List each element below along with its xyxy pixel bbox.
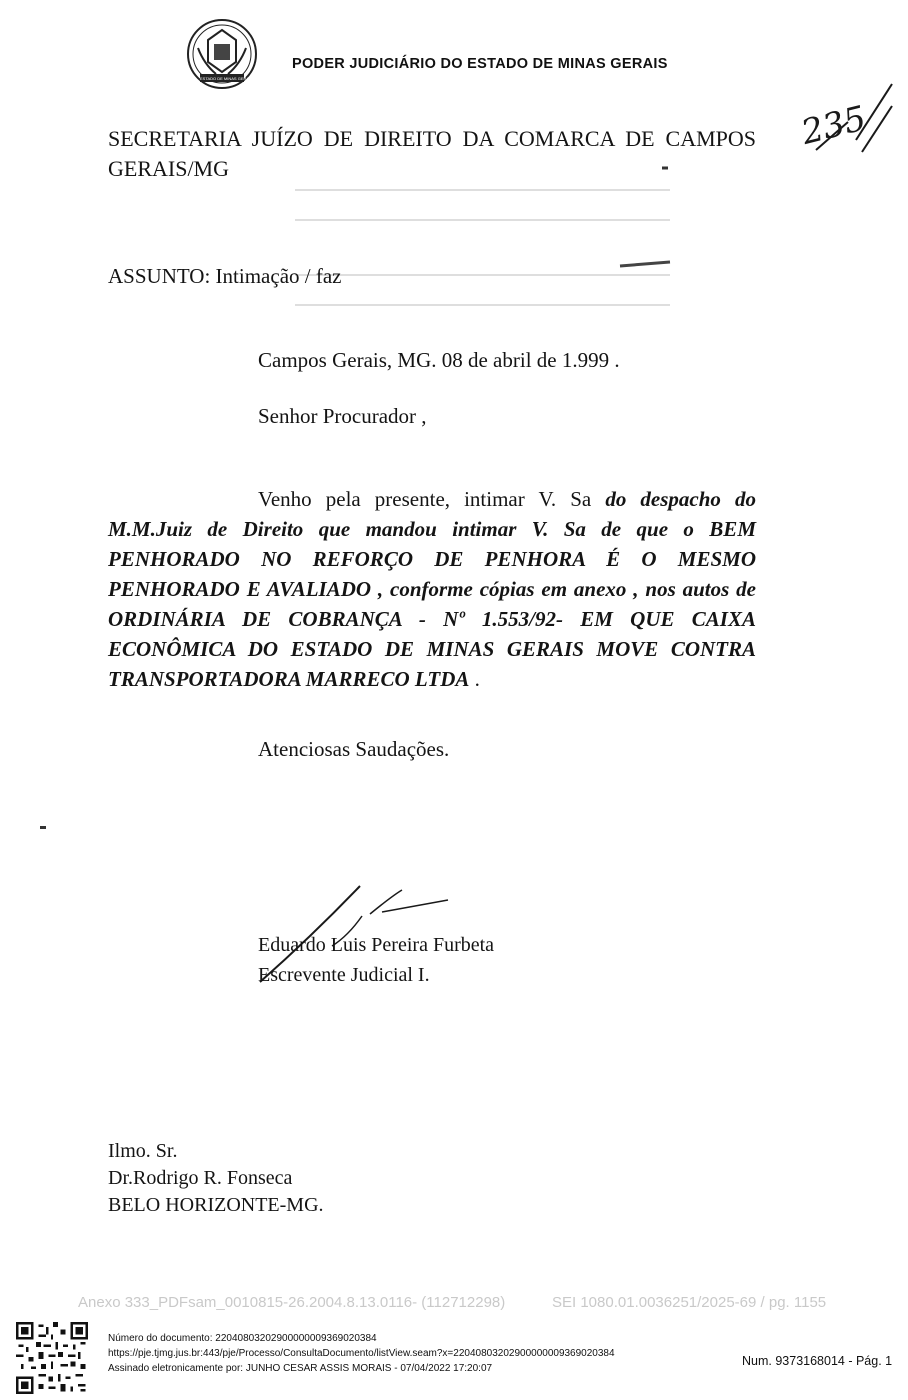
margin-mark [40, 826, 46, 829]
electronic-signature-footer [108, 1331, 615, 1376]
handwritten-page-number-text: 235 [797, 98, 871, 153]
body-plain-text: Venho pela presente, intimar V. Sa [258, 487, 606, 511]
signed-by: Assinado eletronicamente por: JUNHO CESAR ASSIS MORAIS - 07/04/2022 17:20:07 [108, 1363, 493, 1374]
date-line: Campos Gerais, MG. 08 de abril de 1.999 . [258, 348, 620, 372]
recipient-block [108, 1138, 324, 1219]
qr-code-icon [16, 1322, 88, 1394]
sei-stamp: SEI 1080.01.0036251/2025-69 / pg. 1155 [552, 1294, 827, 1311]
signer-role: Escrevente Judicial I. [258, 964, 430, 986]
document-number: Número do documento: 22040803202900000009369020384 [108, 1333, 377, 1344]
secretaria-heading: SECRETARIA JUÍZO DE DIREITO DA COMARCA DE CAMPOS GERAIS/MG [108, 126, 756, 181]
closing: Atenciosas Saudações. [258, 737, 450, 761]
recipient-name: Dr.Rodrigo R. Fonseca [108, 1167, 293, 1189]
body-paragraph [108, 484, 756, 694]
page-number: Num. 9373168014 - Pág. 1 [742, 1354, 893, 1368]
handwritten-page-number [796, 80, 906, 160]
body-emphasized-text: do despacho do M.M.Juiz de Direito que mandou intimar V. Sa de que o BEM PENHORADO NO REFORÇO DE PENHORA É O MESMO PENHORADO E AVALIADO , conforme cópias em anexo , nos autos de ORDINÁRIA DE COBRANÇA - Nº 1.553/92- EM QUE CAIXA ECONÔMICA DO ESTADO DE MINAS GERAIS MOVE CONTRA TRANSPORTADORA MARRECO LTDA [108, 487, 757, 691]
body-end-text: . [469, 667, 480, 691]
annex-stamp: Anexo 333_PDFsam_0010815-26.2004.8.13.0116- (112712298) [78, 1294, 506, 1311]
signer-block [258, 930, 494, 990]
document-url[interactable]: https://pje.tjmg.jus.br:443/pje/Processo/ConsultaDocumento/listView.seam?x=22040803202900000009369020384 [108, 1348, 615, 1359]
seal-text: ESTADO DE MINAS GERAIS [200, 76, 253, 81]
recipient-title: Ilmo. Sr. [108, 1140, 178, 1162]
recipient-city: BELO HORIZONTE-MG. [108, 1194, 324, 1216]
subject-line: ASSUNTO: Intimação / faz [108, 264, 342, 288]
court-header: PODER JUDICIÁRIO DO ESTADO DE MINAS GERAIS [292, 56, 668, 72]
salutation: Senhor Procurador , [258, 404, 427, 428]
signer-name: Eduardo Luis Pereira Furbeta [258, 934, 495, 956]
